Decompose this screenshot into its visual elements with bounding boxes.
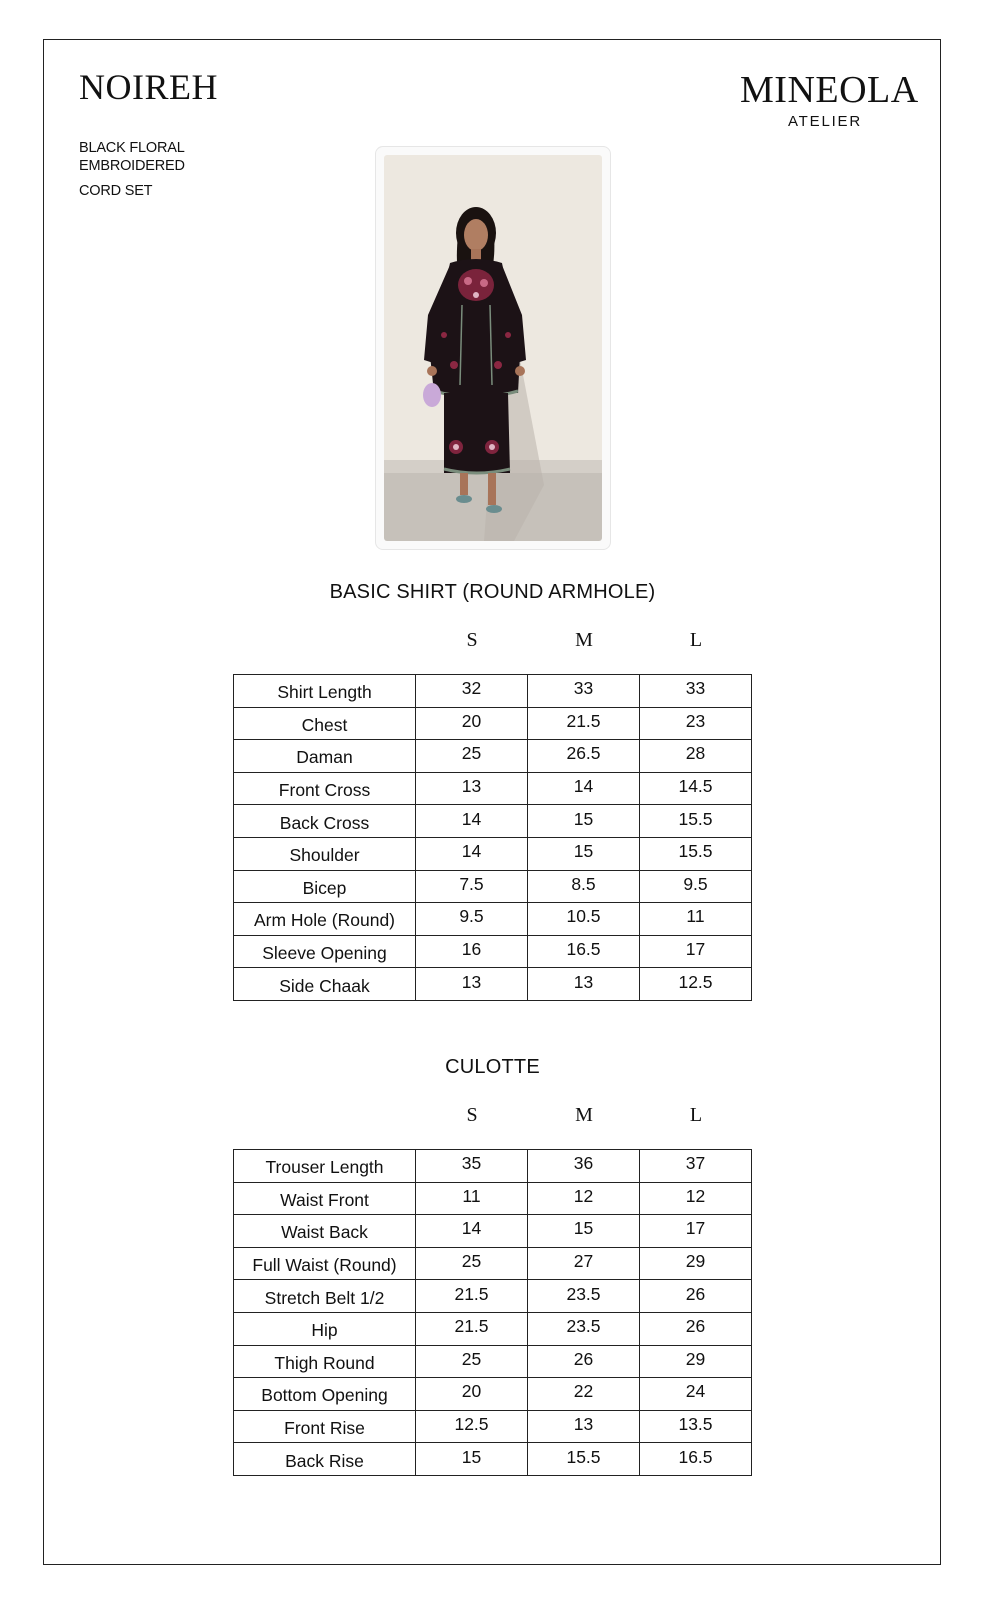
measurement-value-l: 26 [640, 1312, 752, 1345]
measurement-value-s: 32 [416, 675, 528, 708]
table-row [234, 772, 752, 805]
measurement-value-s: 16 [416, 935, 528, 968]
table-row [234, 903, 752, 936]
measurement-value-m: 12 [528, 1182, 640, 1215]
table-row [234, 1182, 752, 1215]
table-row [234, 675, 752, 708]
measurement-value-l: 17 [640, 935, 752, 968]
measurement-label: Daman [234, 740, 416, 773]
size-header-m: M [575, 629, 593, 651]
measurement-value-s: 35 [416, 1150, 528, 1183]
table-row [234, 1280, 752, 1313]
table-row [234, 968, 752, 1001]
measurement-label: Back Cross [234, 805, 416, 838]
measurement-value-m: 23.5 [528, 1312, 640, 1345]
measurement-value-m: 26 [528, 1345, 640, 1378]
description-line: BLACK FLORAL [79, 140, 185, 156]
size-header-m: M [575, 1104, 593, 1126]
measurement-value-s: 12.5 [416, 1410, 528, 1443]
measurement-value-m: 26.5 [528, 740, 640, 773]
model-photo-icon [384, 155, 602, 541]
measurement-value-l: 15.5 [640, 805, 752, 838]
table-row [234, 1215, 752, 1248]
measurement-value-m: 33 [528, 675, 640, 708]
measurement-label: Bicep [234, 870, 416, 903]
measurement-value-l: 26 [640, 1280, 752, 1313]
measurement-label: Waist Front [234, 1182, 416, 1215]
measurement-value-s: 25 [416, 1345, 528, 1378]
measurement-value-l: 17 [640, 1215, 752, 1248]
table-row [234, 1378, 752, 1411]
table-row [234, 935, 752, 968]
measurement-value-l: 16.5 [640, 1443, 752, 1476]
measurement-value-s: 14 [416, 805, 528, 838]
table-row [234, 1443, 752, 1476]
measurement-value-m: 27 [528, 1247, 640, 1280]
culotte-section-title: CULOTTE [445, 1056, 540, 1078]
product-description [79, 139, 185, 200]
measurement-label: Side Chaak [234, 968, 416, 1001]
measurement-value-s: 9.5 [416, 903, 528, 936]
table-row [234, 707, 752, 740]
measurement-value-m: 15.5 [528, 1443, 640, 1476]
label-logo-text: MINEOLA [740, 69, 919, 111]
measurement-value-m: 23.5 [528, 1280, 640, 1313]
measurement-value-l: 12.5 [640, 968, 752, 1001]
measurement-value-l: 15.5 [640, 837, 752, 870]
culotte-size-table [233, 1149, 752, 1476]
measurement-value-m: 15 [528, 1215, 640, 1248]
table-row [234, 805, 752, 838]
measurement-value-m: 8.5 [528, 870, 640, 903]
measurement-value-l: 28 [640, 740, 752, 773]
measurement-value-m: 14 [528, 772, 640, 805]
description-line: EMBROIDERED [79, 158, 185, 174]
table-row [234, 837, 752, 870]
measurement-value-m: 16.5 [528, 935, 640, 968]
table-row [234, 1312, 752, 1345]
size-header-s: S [466, 629, 478, 651]
measurement-value-s: 25 [416, 740, 528, 773]
measurement-label: Waist Back [234, 1215, 416, 1248]
measurement-label: Chest [234, 707, 416, 740]
measurement-label: Hip [234, 1312, 416, 1345]
table-row [234, 1247, 752, 1280]
measurement-value-s: 14 [416, 1215, 528, 1248]
measurement-value-s: 20 [416, 1378, 528, 1411]
measurement-value-m: 15 [528, 805, 640, 838]
measurement-value-m: 21.5 [528, 707, 640, 740]
measurement-label: Shoulder [234, 837, 416, 870]
measurement-value-s: 11 [416, 1182, 528, 1215]
measurement-value-l: 9.5 [640, 870, 752, 903]
measurement-value-s: 7.5 [416, 870, 528, 903]
measurement-value-s: 21.5 [416, 1280, 528, 1313]
size-header-s: S [466, 1104, 478, 1126]
measurement-value-l: 14.5 [640, 772, 752, 805]
measurement-label: Front Cross [234, 772, 416, 805]
table-row [234, 1150, 752, 1183]
label-logo-subtitle: ATELIER [787, 113, 862, 130]
table-row [234, 870, 752, 903]
size-header-l: L [689, 1104, 703, 1126]
measurement-value-s: 25 [416, 1247, 528, 1280]
measurement-value-l: 29 [640, 1345, 752, 1378]
measurement-label: Back Rise [234, 1443, 416, 1476]
product-photo-card [375, 146, 611, 550]
measurement-value-l: 13.5 [640, 1410, 752, 1443]
measurement-label: Shirt Length [234, 675, 416, 708]
shirt-size-table [233, 674, 752, 1001]
measurement-label: Arm Hole (Round) [234, 903, 416, 936]
table-row [234, 1345, 752, 1378]
measurement-value-s: 20 [416, 707, 528, 740]
brand-name: NOIREH [79, 67, 218, 107]
measurement-value-l: 11 [640, 903, 752, 936]
measurement-label: Full Waist (Round) [234, 1247, 416, 1280]
measurement-value-l: 33 [640, 675, 752, 708]
measurement-value-m: 13 [528, 968, 640, 1001]
measurement-value-l: 37 [640, 1150, 752, 1183]
measurement-value-l: 12 [640, 1182, 752, 1215]
description-line: CORD SET [79, 183, 153, 199]
measurement-label: Trouser Length [234, 1150, 416, 1183]
measurement-label: Bottom Opening [234, 1378, 416, 1411]
size-header-l: L [689, 629, 703, 651]
measurement-value-l: 29 [640, 1247, 752, 1280]
measurement-label: Sleeve Opening [234, 935, 416, 968]
measurement-value-s: 13 [416, 968, 528, 1001]
measurement-value-l: 24 [640, 1378, 752, 1411]
table-row [234, 740, 752, 773]
measurement-value-m: 10.5 [528, 903, 640, 936]
measurement-label: Front Rise [234, 1410, 416, 1443]
measurement-label: Thigh Round [234, 1345, 416, 1378]
table-row [234, 1410, 752, 1443]
measurement-value-s: 14 [416, 837, 528, 870]
measurement-value-s: 13 [416, 772, 528, 805]
measurement-value-s: 21.5 [416, 1312, 528, 1345]
label-logo [740, 69, 919, 130]
measurement-value-l: 23 [640, 707, 752, 740]
measurement-value-m: 22 [528, 1378, 640, 1411]
measurement-label: Stretch Belt 1/2 [234, 1280, 416, 1313]
measurement-value-m: 15 [528, 837, 640, 870]
measurement-value-m: 36 [528, 1150, 640, 1183]
measurement-value-s: 15 [416, 1443, 528, 1476]
shirt-section-title: BASIC SHIRT (ROUND ARMHOLE) [329, 581, 656, 603]
measurement-value-m: 13 [528, 1410, 640, 1443]
